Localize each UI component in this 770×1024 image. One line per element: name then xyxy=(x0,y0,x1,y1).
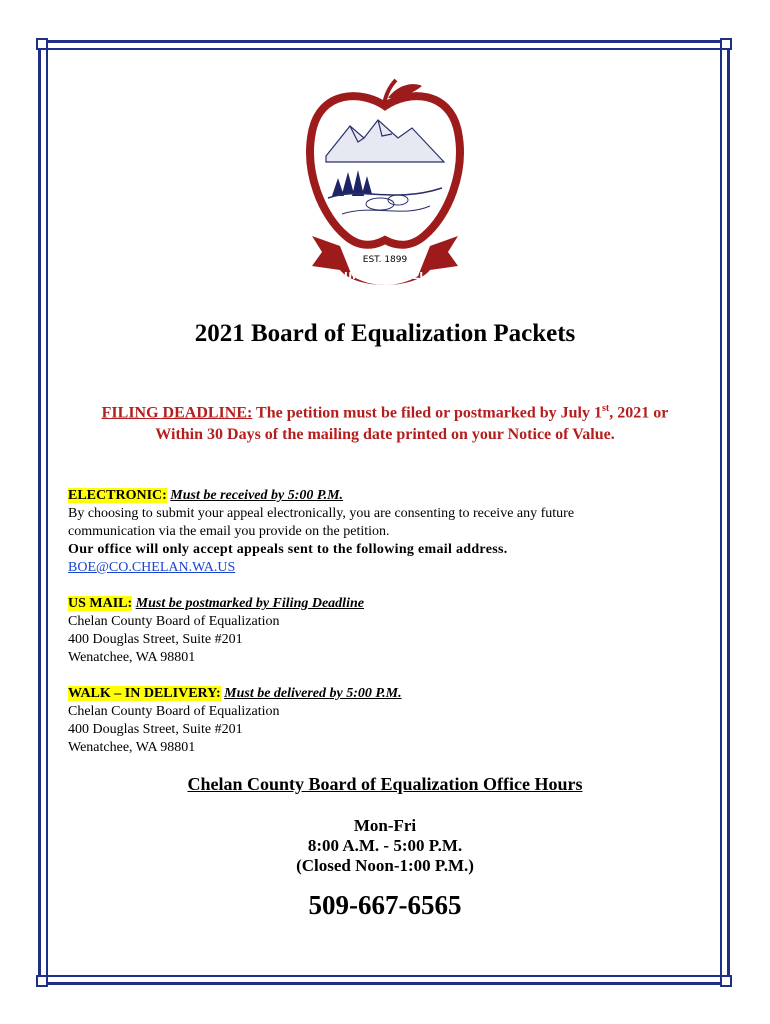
border-corner xyxy=(36,38,48,50)
phone-number: 509-667-6565 xyxy=(308,890,462,920)
walk-in-section xyxy=(68,685,688,757)
seal-est-text: EST. 1899 xyxy=(362,255,408,265)
us-mail-address-line: Chelan County Board of Equalization xyxy=(68,614,280,629)
us-mail-label: US MAIL: xyxy=(68,596,133,611)
us-mail-address-line: Wenatchee, WA 98801 xyxy=(68,650,196,665)
office-hours xyxy=(0,816,770,876)
us-mail-section xyxy=(68,595,688,667)
walk-in-address-line: 400 Douglas Street, Suite #201 xyxy=(68,722,243,737)
filing-deadline-text: The petition must be filed or postmarked by July 1 xyxy=(252,404,602,422)
walk-in-note: Must be delivered by 5:00 P.M. xyxy=(224,686,402,701)
office-hours-days: Mon-Fri xyxy=(353,816,417,835)
electronic-section xyxy=(68,487,688,577)
border-corner xyxy=(36,975,48,987)
county-seal-logo xyxy=(302,76,468,298)
filing-deadline-text-end: , 2021 or xyxy=(609,404,669,422)
filing-deadline-superscript: st xyxy=(602,403,610,414)
electronic-line3: Our office will only accept appeals sent to the following email address. xyxy=(68,542,508,557)
seal-county-text: COUNTY OF CHELAN xyxy=(328,271,442,282)
filing-deadline-line2: Within 30 Days of the mailing date printed on your Notice of Value. xyxy=(155,426,615,444)
electronic-label: ELECTRONIC: xyxy=(68,488,167,503)
page-title: 2021 Board of Equalization Packets xyxy=(194,320,576,347)
walk-in-address-line: Chelan County Board of Equalization xyxy=(68,704,280,719)
walk-in-label: WALK – IN DELIVERY: xyxy=(68,686,221,701)
border-corner xyxy=(720,38,732,50)
office-hours-title: Chelan County Board of Equalization Office Hours xyxy=(187,774,583,794)
border-corner xyxy=(720,975,732,987)
electronic-note: Must be received by 5:00 P.M. xyxy=(170,488,344,503)
us-mail-address-line: 400 Douglas Street, Suite #201 xyxy=(68,632,243,647)
office-hours-closed: (Closed Noon-1:00 P.M.) xyxy=(296,856,474,875)
walk-in-address-line: Wenatchee, WA 98801 xyxy=(68,740,196,755)
filing-deadline xyxy=(60,398,710,446)
electronic-line2: communication via the email you provide on the petition. xyxy=(68,524,390,539)
filing-deadline-label: FILING DEADLINE: xyxy=(101,404,253,422)
electronic-line1: By choosing to submit your appeal electronically, you are consenting to receive any future xyxy=(68,506,575,521)
us-mail-note: Must be postmarked by Filing Deadline xyxy=(135,596,364,611)
email-link[interactable]: BOE@CO.CHELAN.WA.US xyxy=(68,560,236,575)
office-hours-time: 8:00 A.M. - 5:00 P.M. xyxy=(307,836,463,855)
